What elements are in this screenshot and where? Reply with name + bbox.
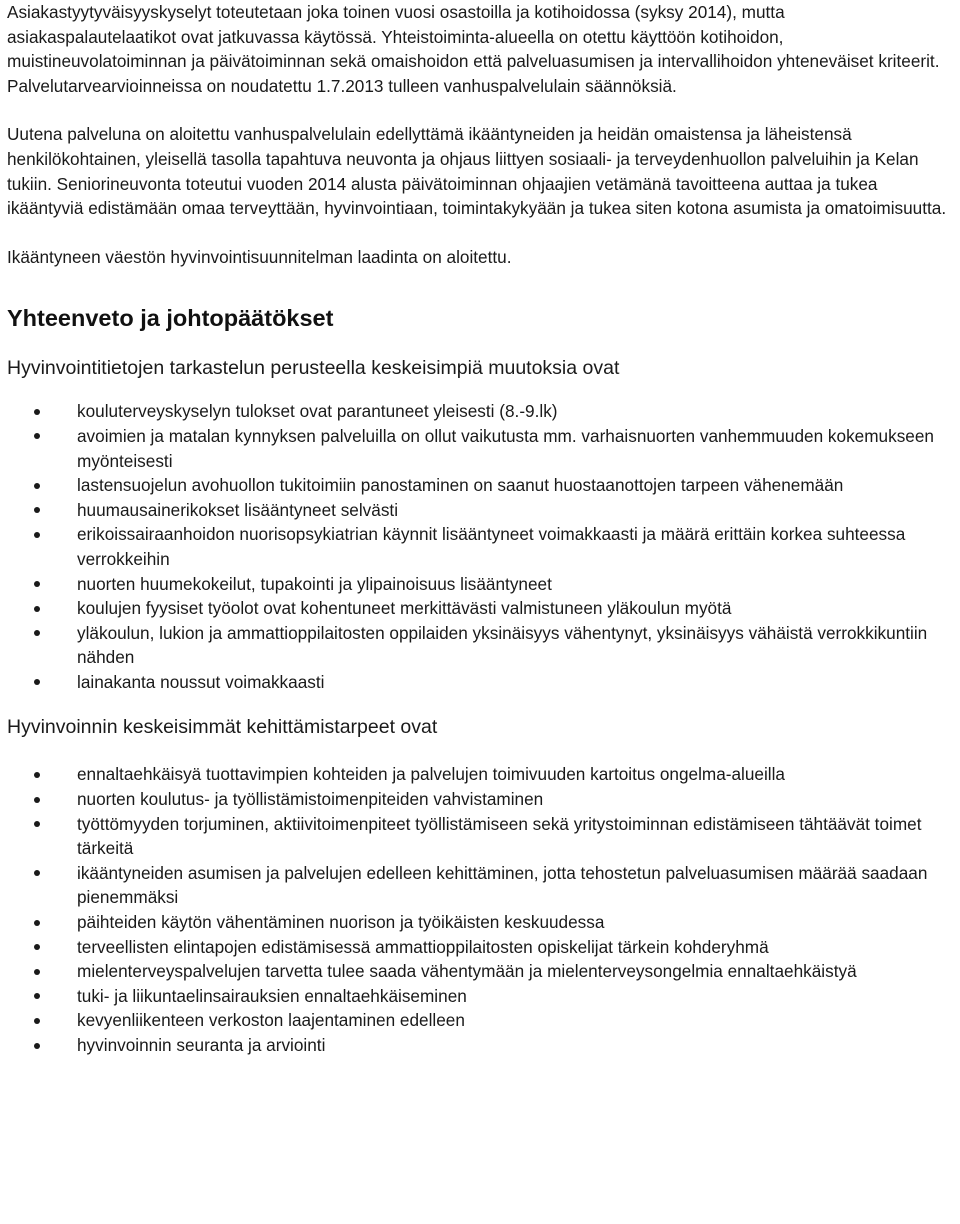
needs-list [7,762,954,1057]
bullet-icon [34,870,40,876]
section-heading: Yhteenveto ja johtopäätökset [7,305,334,332]
list-item [7,861,954,910]
list-item [7,1008,954,1033]
intro-paragraph: Asiakastyytyväisyyskyselyt toteutetaan joka toinen vuosi osastoilla ja kotihoidossa (syksy 2014), mutta asiakaspalautelaatikot ovat jatkuvassa käytössä. Yhteistoiminta-alueella on otettu käyttöön kotihoidon, muistineuvolatoiminnan ja päivätoiminnan sekä omaishoidon että palveluasumisen ja intervallihoidon yhteneväiset kriteerit. Palvelutarvearvioinneissa on noudatettu 1.7.2013 tulleen vanhuspalvelulain säännöksiä. [7,2,940,96]
bullet-icon [34,772,40,778]
list-item [7,762,954,787]
list-item-text: ikääntyneiden asumisen ja palvelujen edelleen kehittäminen, jotta tehostetun palveluasumisen määrää saadaan pienemmäksi [77,862,928,908]
list-item [7,670,954,695]
list-item-text: terveellisten elintapojen edistämisessä ammattioppilaitosten opiskelijat tärkein kohderyhmä [77,936,769,957]
bullet-icon [34,797,40,803]
list-item-text: kevyenliikenteen verkoston laajentaminen edelleen [77,1010,465,1031]
list-item-text: huumausainerikokset lisääntyneet selvästi [77,499,399,520]
list-item-text: koulujen fyysiset työolot ovat kohentuneet merkittävästi valmistuneen yläkoulun myötä [77,598,732,619]
list-item-text: kouluterveyskyselyn tulokset ovat parantuneet yleisesti (8.-9.lk) [77,401,558,422]
list-item [7,399,954,424]
list-item-text: ennaltaehkäisyä tuottavimpien kohteiden ja palvelujen toimivuuden kartoitus ongelma-alueilla [77,764,785,785]
needs-subheading: Hyvinvoinnin keskeisimmät kehittämistarpeet ovat [7,716,438,739]
list-item [7,621,954,670]
bullet-icon [34,433,40,439]
list-item-text: hyvinvoinnin seuranta ja arviointi [77,1035,326,1055]
list-item [7,812,954,861]
list-item-text: avoimien ja matalan kynnyksen palveluilla on ollut vaikutusta mm. varhaisnuorten vanhemmuuden kokemukseen myönteisesti [77,425,934,471]
list-item-text: yläkoulun, lukion ja ammattioppilaitosten oppilaiden yksinäisyys vähentynyt, yksinäisyys vähäistä verrokkikuntiin nähden [77,622,928,668]
bullet-icon [34,920,40,926]
list-item [7,473,954,498]
list-item-text: nuorten huumekokeilut, tupakointi ja ylipainoisuus lisääntyneet [77,573,552,594]
bullet-icon [34,483,40,489]
list-item [7,522,954,571]
list-item-text: päihteiden käytön vähentäminen nuorison ja työikäisten keskuudessa [77,912,605,933]
bullet-icon [34,679,40,685]
bullet-icon [34,944,40,950]
changes-list [7,399,954,694]
list-item [7,787,954,812]
list-item [7,572,954,597]
bullet-icon [34,630,40,636]
bullet-icon [34,606,40,612]
list-item-text: erikoissairaanhoidon nuorisopsykiatrian käynnit lisääntyneet voimakkaasti ja määrä erittäin korkea suhteessa verrokkeihin [77,524,906,569]
list-item [7,424,954,473]
list-item-text: nuorten koulutus- ja työllistämistoimenpiteiden vahvistaminen [77,789,544,810]
bullet-icon [34,821,40,827]
bullet-icon [34,1018,40,1024]
list-item [7,1033,954,1058]
plan-paragraph: Ikääntyneen väestön hyvinvointisuunnitelman laadinta on aloitettu. [7,246,512,267]
list-item-text: tuki- ja liikuntaelinsairauksien ennaltaehkäiseminen [77,985,467,1006]
bullet-icon [34,409,40,415]
bullet-icon [34,1043,40,1049]
list-item-text: lainakanta noussut voimakkaasti [77,671,325,692]
list-item [7,984,954,1009]
bullet-icon [34,993,40,999]
list-item [7,959,954,984]
list-item [7,596,954,621]
list-item [7,910,954,935]
changes-subheading: Hyvinvointitietojen tarkastelun perusteella keskeisimpiä muutoksia ovat [7,357,620,380]
bullet-icon [34,507,40,513]
list-item [7,498,954,523]
bullet-icon [34,969,40,975]
new-service-paragraph: Uutena palveluna on aloitettu vanhuspalvelulain edellyttämä ikääntyneiden ja heidän omaistensa ja läheistensä henkilökohtainen, yleisellä tasolla tapahtuva neuvonta ja ohjaus liittyen sosiaali- ja terveydenhuollon palveluihin ja Kelan tukiin. Seniorineuvonta toteutui vuoden 2014 alusta päivätoiminnan ohjaajien vetämänä tavoitteena auttaa ja tukea ikääntyviä edistämään omaa terveyttään, hyvinvointiaan, toimintakykyään ja tukea siten kotona asumista ja omatoimisuutta. [7,124,947,219]
bullet-icon [34,532,40,538]
list-item-text: lastensuojelun avohuollon tukitoimiin panostaminen on saanut huostaanottojen tarpeen vähenemään [77,475,844,496]
list-item-text: työttömyyden torjuminen, aktiivitoimenpiteet työllistämiseen sekä yritystoiminnan edistämiseen tähtäävät toimet tärkeitä [77,813,922,859]
list-item-text: mielenterveyspalvelujen tarvetta tulee saada vähentymään ja mielenterveysongelmia ennaltaehkäistyä [77,961,857,982]
bullet-icon [34,581,40,587]
list-item [7,935,954,960]
